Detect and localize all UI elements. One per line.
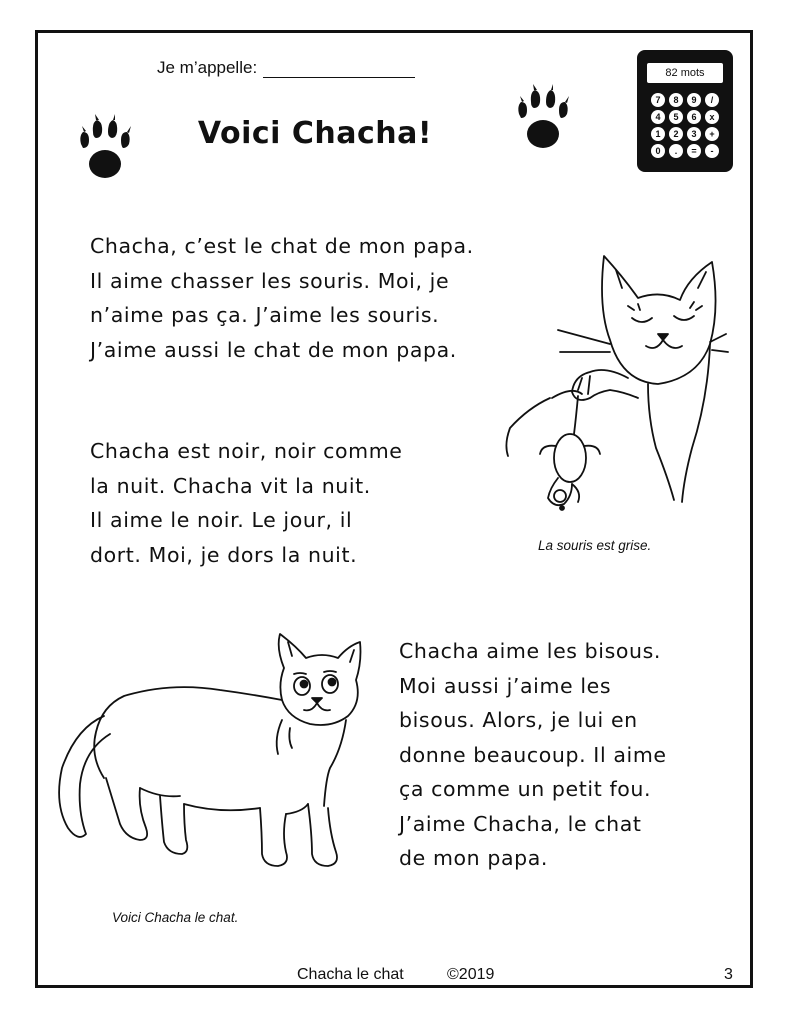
cat-caption: Voici Chacha le chat. [112, 910, 239, 925]
calculator-key: - [705, 144, 719, 158]
page-title: Voici Chacha! [197, 116, 433, 151]
story-line: Il aime chasser les souris. Moi, je [90, 268, 450, 293]
story-line: ça comme un petit fou. [399, 777, 652, 801]
story-line: Chacha est noir, noir comme [90, 439, 403, 463]
calculator-key: 7 [651, 93, 665, 107]
story-line: dort. Moi, je dors la nuit. [90, 542, 358, 567]
story-line: donne beaucoup. Il aime [399, 742, 667, 767]
calculator-key: 1 [651, 127, 665, 141]
calculator-key: 4 [651, 110, 665, 124]
calculator-key: x [705, 110, 719, 124]
name-label: Je m’appelle: [157, 58, 258, 77]
name-blank-line[interactable] [263, 61, 415, 78]
story-line: J’aime Chacha, le chat [399, 811, 642, 836]
calculator-key: 5 [669, 110, 683, 124]
calculator-key: + [705, 127, 719, 141]
calculator-icon [637, 50, 733, 172]
page-number: 3 [724, 966, 733, 983]
calculator-key: / [705, 93, 719, 107]
word-count-display: 82 mots [647, 63, 723, 83]
calculator-key: 2 [669, 127, 683, 141]
calculator-key: 3 [687, 127, 701, 141]
footer-copyright: ©2019 [447, 966, 495, 983]
story-paragraph-3 [399, 634, 667, 876]
calculator-key: = [687, 144, 701, 158]
story-paragraph-2 [90, 434, 403, 572]
story-paragraph-1 [90, 229, 474, 367]
story-line: Il aime le noir. Le jour, il [90, 508, 353, 532]
footer-title: Chacha le chat [297, 966, 404, 983]
cat-holding-mouse-illustration [498, 248, 728, 518]
story-line: la nuit. Chacha vit la nuit. [90, 473, 371, 498]
story-line: Moi aussi j’aime les [399, 673, 612, 698]
calculator-key: 8 [669, 93, 683, 107]
mouse-caption: La souris est grise. [538, 538, 652, 553]
story-line: de mon papa. [399, 846, 549, 870]
story-line: n’aime pas ça. J’aime les souris. [90, 303, 440, 327]
name-field [157, 58, 415, 78]
story-line: Chacha, c’est le chat de mon papa. [90, 234, 474, 258]
calculator-key: 6 [687, 110, 701, 124]
story-line: J’aime aussi le chat de mon papa. [90, 337, 457, 362]
calculator-key: 0 [651, 144, 665, 158]
standing-cat-illustration [50, 628, 370, 878]
calculator-key: 9 [687, 93, 701, 107]
calculator-key: . [669, 144, 683, 158]
story-line: Chacha aime les bisous. [399, 639, 661, 663]
story-line: bisous. Alors, je lui en [399, 708, 638, 732]
